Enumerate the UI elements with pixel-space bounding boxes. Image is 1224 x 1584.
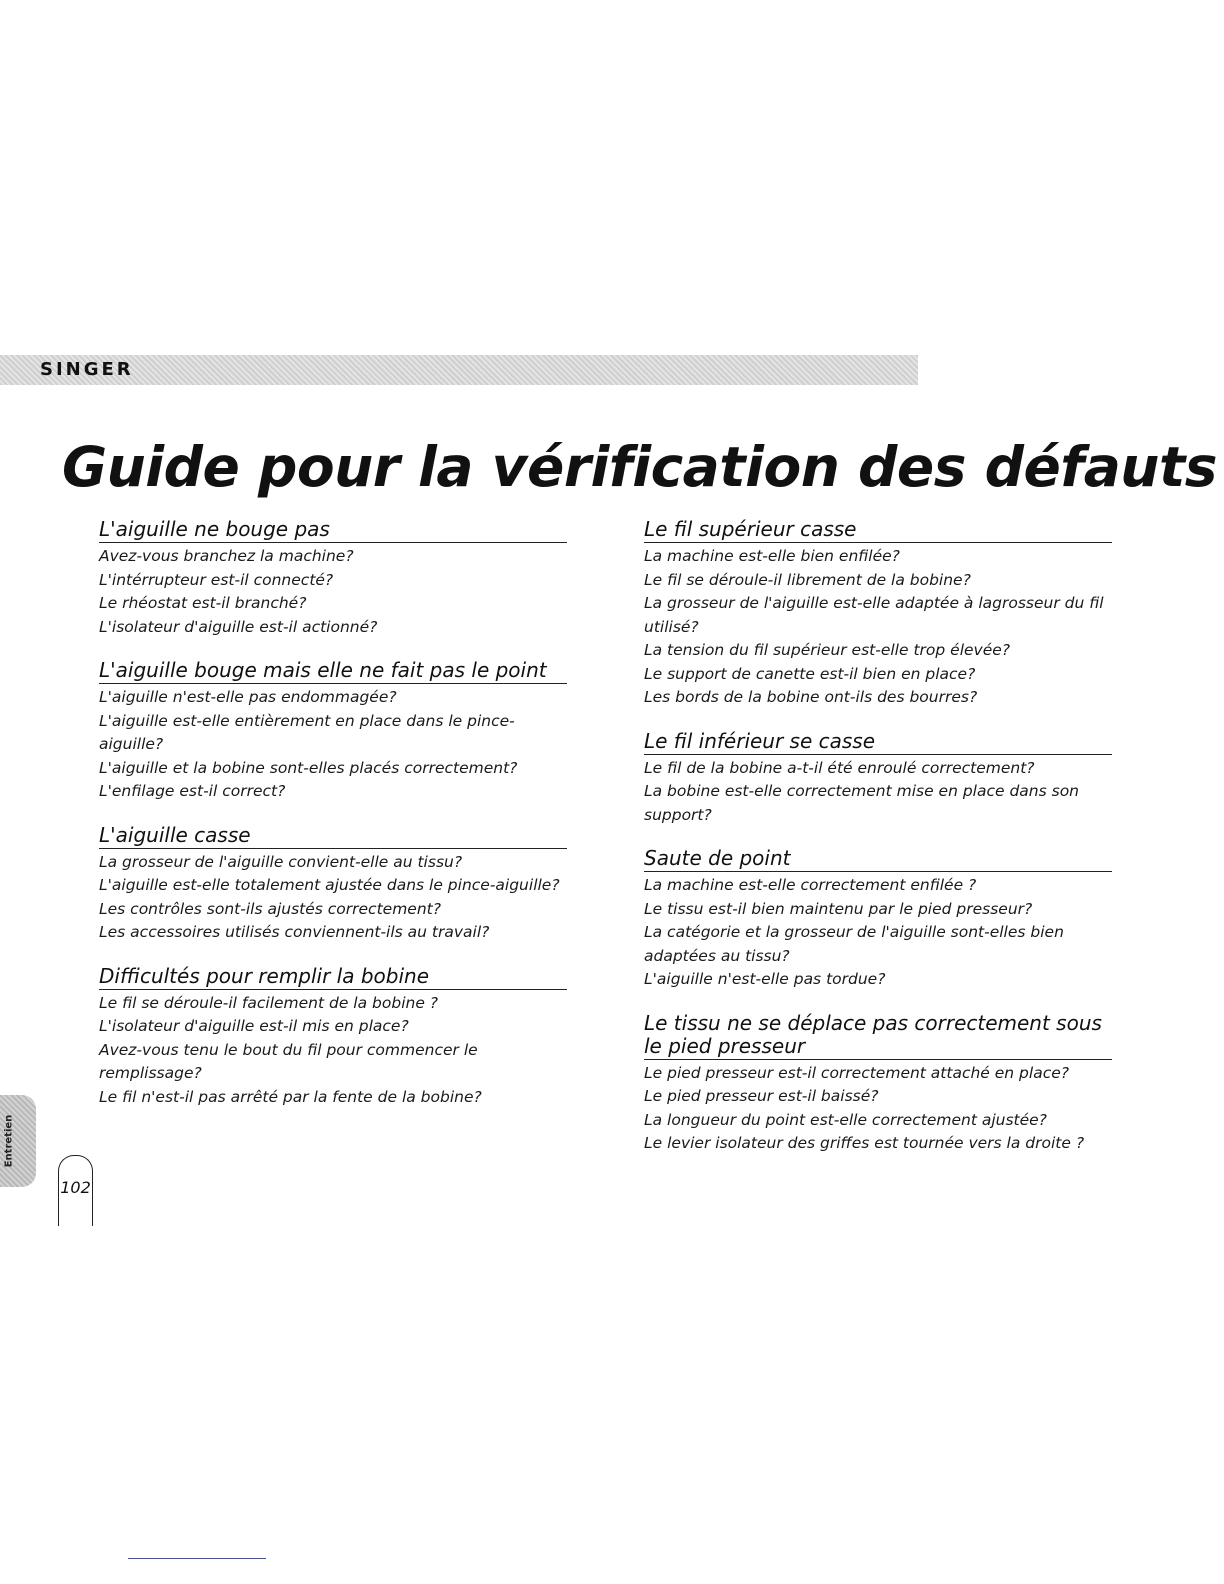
question-item: Les bords de la bobine ont-ils des bourres?	[644, 688, 978, 706]
brand-logo: SINGER	[40, 359, 134, 380]
footer-divider	[128, 1558, 266, 1559]
question-item: La machine est-elle correctement enfilée ?	[644, 876, 977, 894]
troubleshoot-section	[644, 518, 1112, 710]
question-item: L'aiguille et la bobine sont-elles placés correctement?	[99, 758, 518, 777]
question-list	[99, 686, 567, 804]
page-number: 102	[60, 1178, 91, 1197]
question-item: L'isolateur d'aiguille est-il actionné?	[99, 617, 378, 636]
troubleshoot-section	[99, 965, 567, 1110]
question-item: Les accessoires utilisés conviennent-ils au travail?	[99, 923, 490, 941]
question-item: La longueur du point est-elle correctement ajustée?	[644, 1110, 1047, 1129]
question-list	[644, 1062, 1112, 1156]
section-heading: Le fil inférieur se casse	[644, 730, 1112, 755]
section-heading: L'aiguille casse	[99, 824, 567, 849]
question-item: La grosseur de l'aiguille est-elle adaptée à lagrosseur du fil utilisé?	[644, 594, 1104, 636]
question-item: Le tissu est-il bien maintenu par le pied presseur?	[644, 899, 1033, 918]
question-list	[644, 757, 1112, 828]
question-item: Le support de canette est-il bien en place?	[644, 664, 976, 683]
question-list	[644, 545, 1112, 710]
question-item: La grosseur de l'aiguille convient-elle au tissu?	[99, 852, 463, 871]
question-item: Avez-vous branchez la machine?	[99, 547, 354, 565]
question-item: La bobine est-elle correctement mise en place dans son support?	[644, 782, 1079, 824]
chapter-side-tab	[0, 1095, 36, 1187]
troubleshoot-section	[644, 730, 1112, 828]
question-item: La machine est-elle bien enfilée?	[644, 547, 900, 565]
section-heading: L'aiguille bouge mais elle ne fait pas le point	[99, 659, 567, 684]
question-item: L'isolateur d'aiguille est-il mis en place?	[99, 1017, 409, 1035]
chapter-label: Entretien	[3, 1114, 15, 1168]
question-item: Le pied presseur est-il baissé?	[644, 1087, 879, 1105]
section-heading: L'aiguille ne bouge pas	[99, 518, 567, 543]
question-item: Les contrôles sont-ils ajustés correctement?	[99, 899, 441, 918]
section-heading: Le fil supérieur casse	[644, 518, 1112, 543]
question-item: L'aiguille n'est-elle pas tordue?	[644, 970, 886, 988]
question-item: L'intérrupteur est-il connecté?	[99, 570, 334, 589]
question-item: Le levier isolateur des griffes est tournée vers la droite ?	[644, 1134, 1085, 1152]
section-heading: Le tissu ne se déplace pas correctement sous le pied presseur	[644, 1012, 1112, 1060]
section-heading: Saute de point	[644, 847, 1112, 872]
right-column	[644, 518, 1112, 1176]
question-item: L'aiguille n'est-elle pas endommagée?	[99, 688, 397, 706]
troubleshoot-section	[644, 1012, 1112, 1156]
question-item: Le fil de la bobine a-t-il été enroulé correctement?	[644, 758, 1035, 777]
troubleshoot-section	[99, 824, 567, 945]
question-item: La catégorie et la grosseur de l'aiguille sont-elles bien adaptées au tissu?	[644, 923, 1064, 965]
question-item: L'aiguille est-elle entièrement en place dans le pince-aiguille?	[99, 711, 515, 753]
question-list	[644, 874, 1112, 992]
question-item: Le rhéostat est-il branché?	[99, 594, 307, 612]
question-item: Avez-vous tenu le bout du fil pour commencer le remplissage?	[99, 1040, 478, 1082]
brand-bar	[0, 355, 918, 385]
troubleshoot-section	[99, 518, 567, 639]
section-heading: Difficultés pour remplir la bobine	[99, 965, 567, 990]
left-column	[99, 518, 567, 1129]
question-item: Le fil se déroule-il librement de la bobine?	[644, 570, 971, 589]
question-item: L'enfilage est-il correct?	[99, 782, 286, 800]
question-item: L'aiguille est-elle totalement ajustée dans le pince-aiguille?	[99, 876, 560, 894]
troubleshoot-section	[99, 659, 567, 804]
question-item: Le pied presseur est-il correctement attaché en place?	[644, 1063, 1069, 1082]
question-item: Le fil se déroule-il facilement de la bobine ?	[99, 993, 439, 1012]
page-title: Guide pour la vérification des défauts	[62, 435, 1217, 499]
troubleshoot-section	[644, 847, 1112, 992]
question-item: Le fil n'est-il pas arrêté par la fente de la bobine?	[99, 1087, 482, 1106]
question-item: La tension du fil supérieur est-elle trop élevée?	[644, 641, 1011, 659]
question-list	[99, 992, 567, 1110]
question-list	[99, 851, 567, 945]
question-list	[99, 545, 567, 639]
page-number-tab	[58, 1155, 93, 1226]
